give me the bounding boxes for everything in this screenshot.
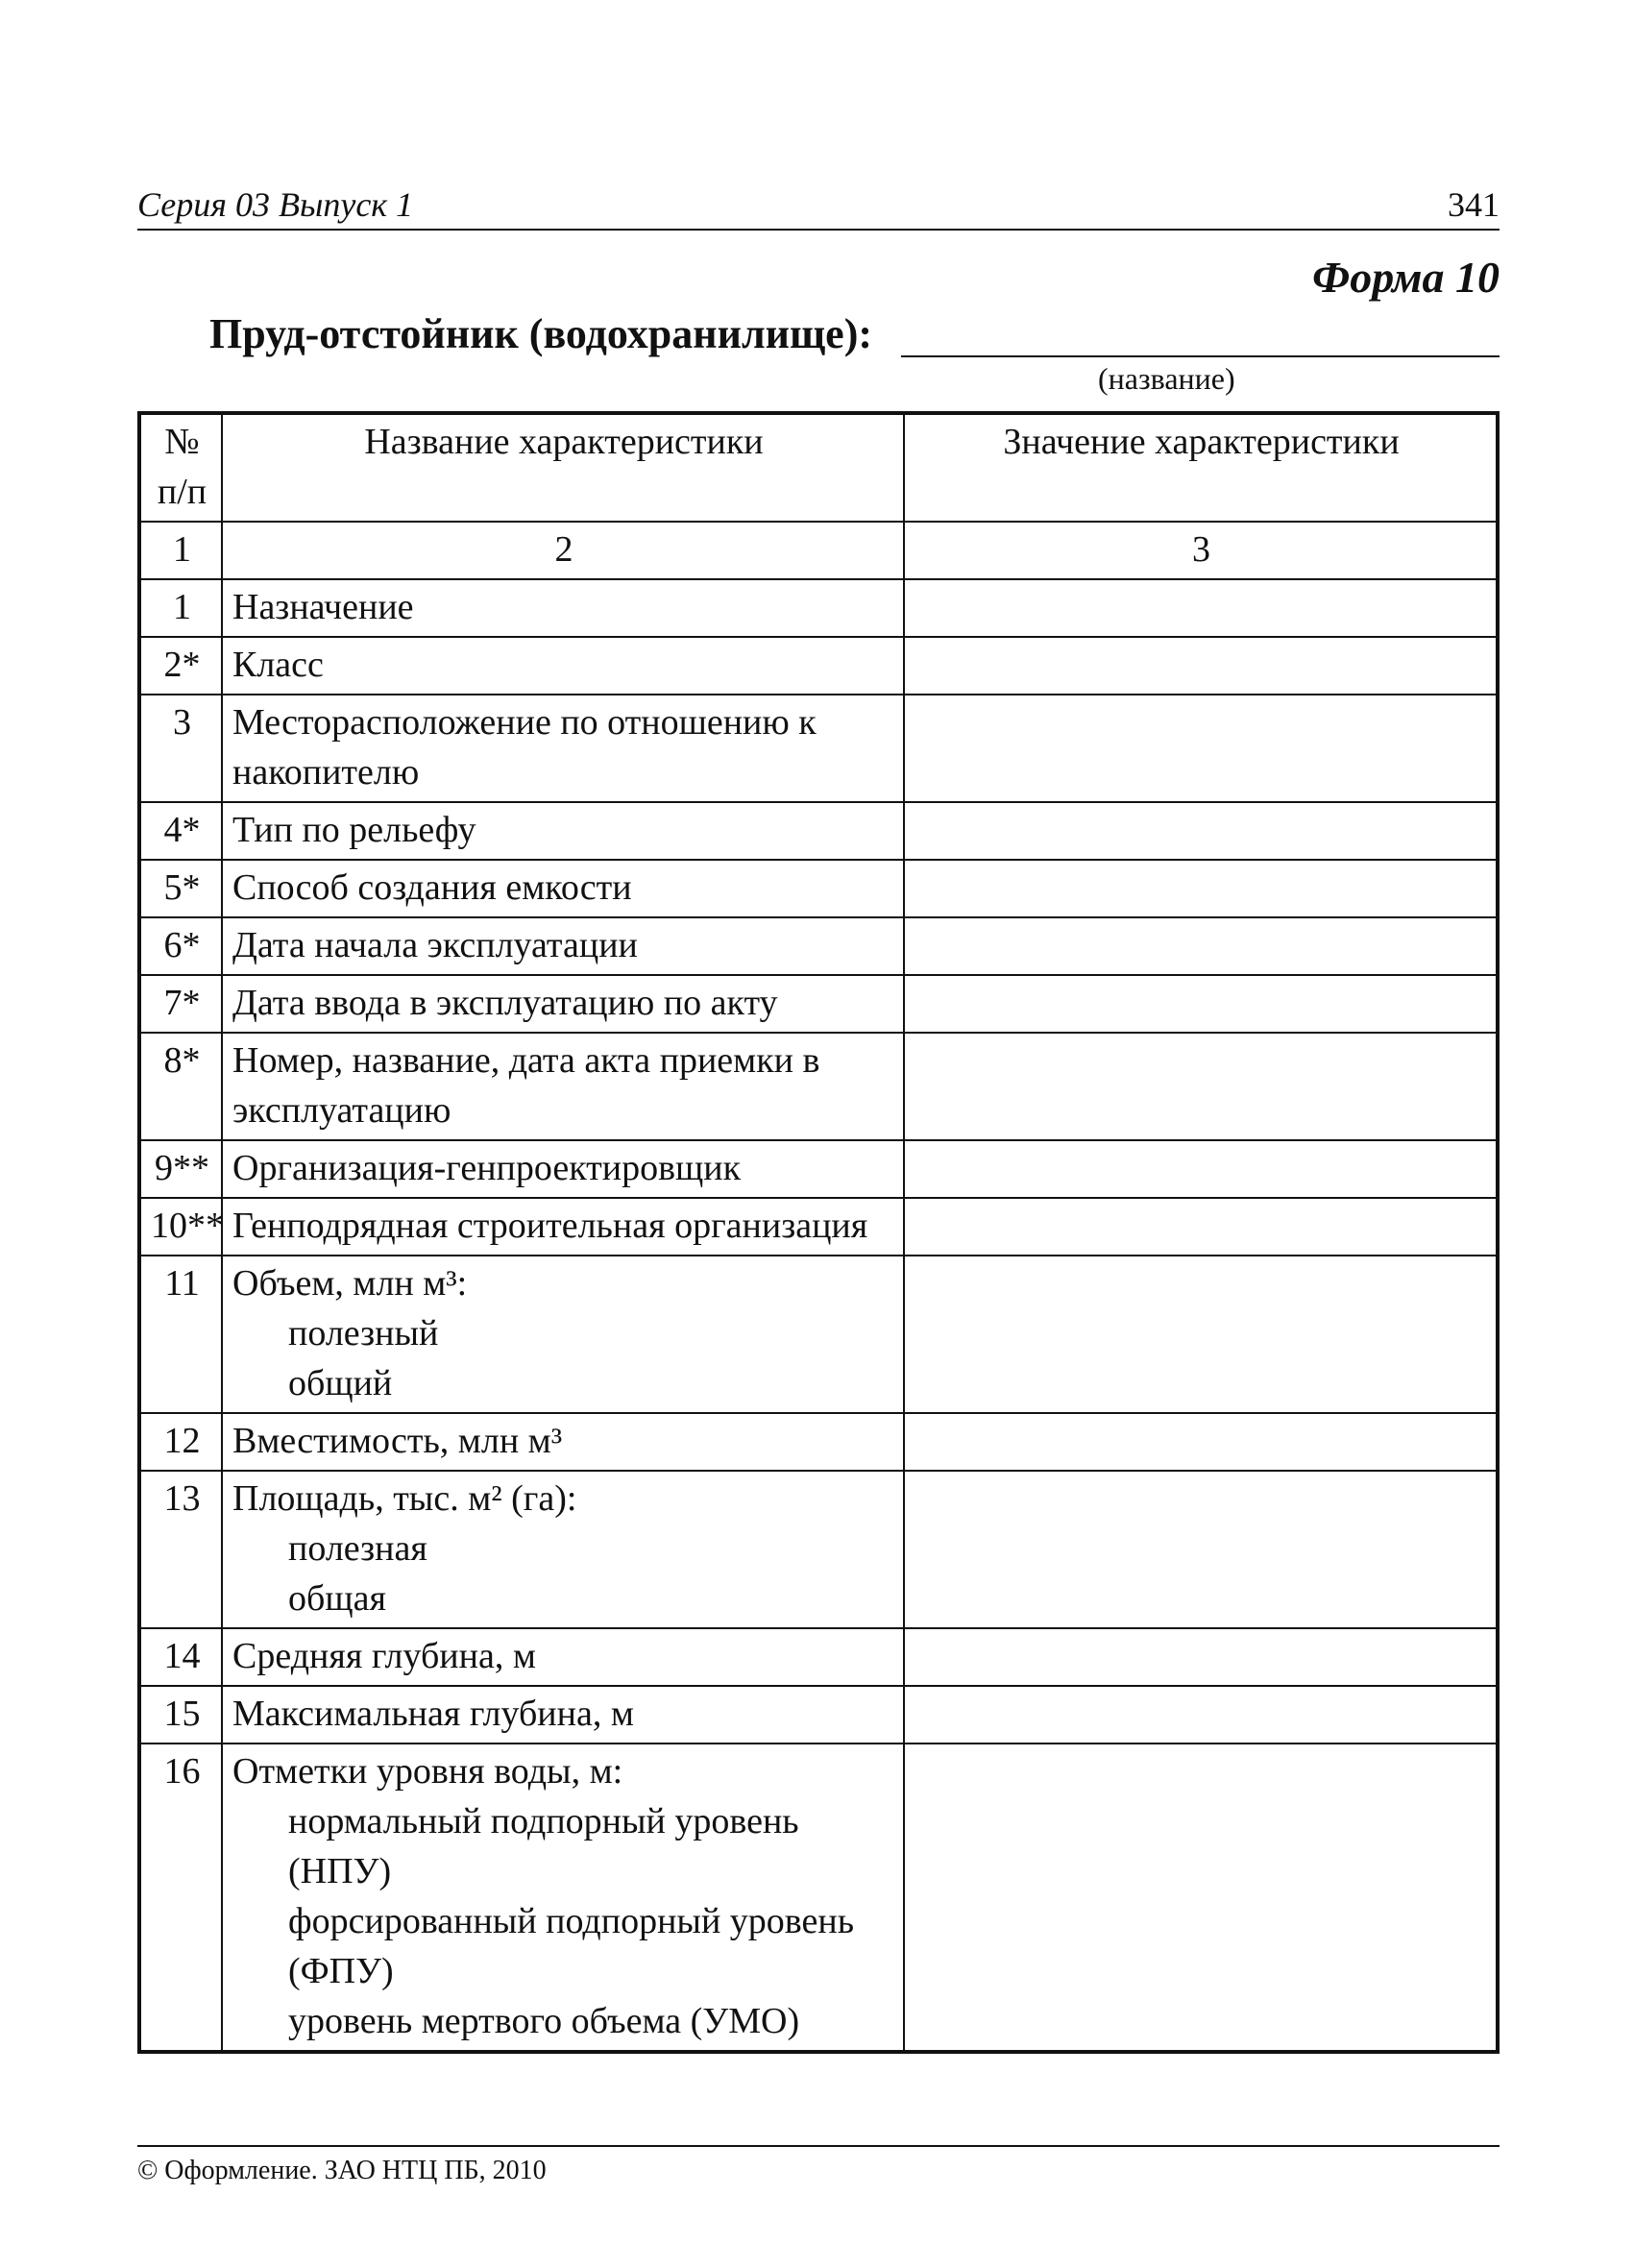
table-index-row [139,522,1498,579]
characteristic-name: Отметки уровня воды, м: [232,1751,623,1792]
characteristic-value[interactable] [904,1256,1498,1413]
characteristic-name: Класс [232,645,324,685]
table-row [139,917,1498,975]
row-number: 7* [139,975,222,1033]
characteristic-name: Дата ввода в эксплуатацию по акту [232,983,778,1023]
row-number: 5* [139,860,222,917]
characteristic-value[interactable] [904,695,1498,802]
table-row [139,975,1498,1033]
table-row [139,802,1498,860]
characteristic-value[interactable] [904,1628,1498,1686]
characteristic-subitem: полезная [288,1528,427,1569]
row-number: 8* [139,1033,222,1140]
characteristic-name-cell [222,637,904,695]
table-row [139,1628,1498,1686]
characteristic-value[interactable] [904,1140,1498,1198]
table-row [139,1140,1498,1198]
characteristic-name-cell [222,1413,904,1471]
row-number: 16 [139,1744,222,2052]
table-row [139,695,1498,802]
form-label: Форма 10 [1312,253,1500,302]
characteristic-subitem: общая [288,1578,386,1619]
characteristic-value[interactable] [904,579,1498,637]
table-row [139,1256,1498,1413]
row-number: 10** [139,1198,222,1256]
table-row [139,1413,1498,1471]
characteristic-name-cell [222,695,904,802]
characteristic-value[interactable] [904,802,1498,860]
table-row [139,579,1498,637]
characteristic-value[interactable] [904,1686,1498,1744]
characteristic-value[interactable] [904,637,1498,695]
characteristic-name: Максимальная глубина, м [232,1694,634,1734]
index-cell-1: 1 [139,522,222,579]
series-label: Серия 03 Выпуск 1 [137,185,414,224]
characteristic-name: Назначение [232,587,414,627]
characteristic-name: Генподрядная строительная организация [232,1206,868,1246]
characteristic-name: Тип по рельефу [232,810,476,850]
row-number: 11 [139,1256,222,1413]
header-name: Название характеристики [222,413,904,522]
header-value: Значение характеристики [904,413,1498,522]
table-body [139,579,1498,2052]
characteristic-subitem: форсированный подпорный уровень (ФПУ) [288,1901,855,1991]
title-caption: (название) [1098,361,1235,396]
characteristic-value[interactable] [904,1413,1498,1471]
row-number: 13 [139,1471,222,1628]
row-number: 9** [139,1140,222,1198]
page-number: 341 [1448,185,1500,224]
table-row [139,1744,1498,2052]
document-title: Пруд-отстойник (водохранилище): [209,310,872,357]
table-row [139,860,1498,917]
characteristic-name-cell [222,802,904,860]
characteristic-name-cell [222,1686,904,1744]
row-number: 15 [139,1686,222,1744]
title-fill-line [901,355,1500,357]
table-row [139,1686,1498,1744]
characteristic-name: Вместимость, млн м³ [232,1421,563,1461]
characteristic-value[interactable] [904,1471,1498,1628]
row-number: 2* [139,637,222,695]
characteristic-value[interactable] [904,860,1498,917]
characteristic-name-cell [222,1256,904,1413]
characteristic-name: Месторасположение по отношению к накопителю [232,702,817,793]
footer-copyright: © Оформление. ЗАО НТЦ ПБ, 2010 [137,2156,547,2185]
characteristic-name-cell [222,917,904,975]
characteristic-name: Организация-генпроектировщик [232,1148,742,1188]
characteristic-value[interactable] [904,1198,1498,1256]
characteristic-name-cell [222,1140,904,1198]
characteristic-subitem: полезный [288,1313,439,1353]
table-header-row [139,413,1498,522]
characteristic-name: Способ создания емкости [232,867,632,908]
row-number: 1 [139,579,222,637]
row-number: 6* [139,917,222,975]
characteristic-name: Объем, млн м³: [232,1263,468,1304]
table-row [139,637,1498,695]
characteristic-name-cell [222,975,904,1033]
table-row [139,1198,1498,1256]
index-cell-3: 3 [904,522,1498,579]
characteristic-value[interactable] [904,1744,1498,2052]
characteristic-name-cell [222,1033,904,1140]
characteristic-subitem: общий [288,1363,393,1403]
row-number: 3 [139,695,222,802]
characteristics-table [137,411,1500,2054]
characteristic-name-cell [222,1744,904,2052]
characteristic-subitem: уровень мертвого объема (УМО) [288,2001,800,2041]
row-number: 12 [139,1413,222,1471]
characteristic-name-cell [222,860,904,917]
page-header [137,181,1500,231]
characteristic-name-cell [222,1628,904,1686]
row-number: 14 [139,1628,222,1686]
characteristic-value[interactable] [904,1033,1498,1140]
table-row [139,1471,1498,1628]
characteristic-subitem: нормальный подпорный уровень (НПУ) [288,1801,799,1891]
header-num: № п/п [139,413,222,522]
characteristic-name-cell [222,1471,904,1628]
characteristic-name: Номер, название, дата акта приемки в эксплуатацию [232,1040,820,1131]
characteristic-name: Дата начала эксплуатации [232,925,638,965]
footer-divider [137,2145,1500,2147]
characteristic-name-cell [222,579,904,637]
characteristic-name: Площадь, тыс. м² (га): [232,1478,577,1519]
characteristic-value[interactable] [904,975,1498,1033]
characteristic-value[interactable] [904,917,1498,975]
characteristic-name-cell [222,1198,904,1256]
row-number: 4* [139,802,222,860]
index-cell-2: 2 [222,522,904,579]
characteristic-name: Средняя глубина, м [232,1636,536,1676]
table-row [139,1033,1498,1140]
